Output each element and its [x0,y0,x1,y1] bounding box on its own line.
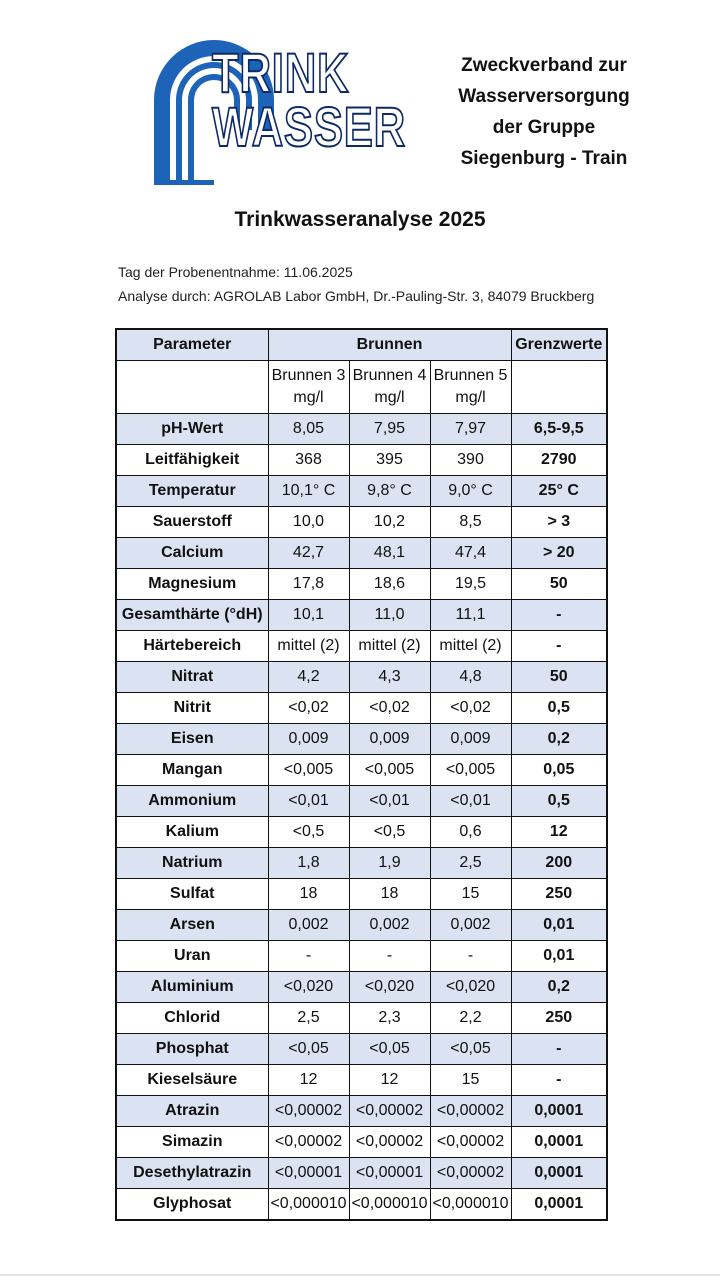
value-cell: <0,5 [268,817,349,848]
value-cell: <0,005 [349,755,430,786]
header-blank [116,361,268,414]
table-row [116,1034,607,1065]
parameter-cell: Magnesium [116,569,268,600]
limit-cell: 0,5 [511,693,607,724]
limit-cell: 25° C [511,476,607,507]
limit-cell: 0,01 [511,910,607,941]
value-cell: 4,3 [349,662,430,693]
limit-cell: > 20 [511,538,607,569]
parameter-cell: Atrazin [116,1096,268,1127]
value-cell: 10,1° C [268,476,349,507]
value-cell: <0,00002 [268,1096,349,1127]
value-cell: <0,005 [268,755,349,786]
value-cell: 395 [349,445,430,476]
limit-cell: 0,2 [511,972,607,1003]
well-header: Brunnen 4 mg/l [349,361,430,414]
value-cell: 10,2 [349,507,430,538]
parameter-cell: Kalium [116,817,268,848]
value-cell: mittel (2) [430,631,511,662]
value-cell: <0,00002 [430,1127,511,1158]
value-cell: <0,000010 [349,1189,430,1221]
table-row [116,600,607,631]
parameter-cell: pH-Wert [116,414,268,445]
value-cell: 2,2 [430,1003,511,1034]
table-row [116,414,607,445]
parameter-cell: Sulfat [116,879,268,910]
table-row [116,1003,607,1034]
parameter-cell: Eisen [116,724,268,755]
parameter-cell: Temperatur [116,476,268,507]
value-cell: 47,4 [430,538,511,569]
value-cell: <0,000010 [268,1189,349,1221]
value-cell: 0,002 [268,910,349,941]
limit-cell: 50 [511,569,607,600]
table-row [116,693,607,724]
value-cell: 1,8 [268,848,349,879]
limit-cell: 0,2 [511,724,607,755]
limit-cell: 0,0001 [511,1096,607,1127]
limit-cell: - [511,600,607,631]
table-row [116,879,607,910]
table-row [116,1127,607,1158]
value-cell: 48,1 [349,538,430,569]
limit-cell: 12 [511,817,607,848]
value-cell: - [430,941,511,972]
value-cell: <0,01 [349,786,430,817]
limit-cell: 0,0001 [511,1127,607,1158]
analysis-table [115,328,608,1221]
limit-cell: 6,5-9,5 [511,414,607,445]
limit-cell: - [511,1065,607,1096]
value-cell: 18,6 [349,569,430,600]
value-cell: <0,020 [430,972,511,1003]
value-cell: 368 [268,445,349,476]
parameter-cell: Sauerstoff [116,507,268,538]
value-cell: 8,05 [268,414,349,445]
limit-cell: 0,5 [511,786,607,817]
value-cell: 19,5 [430,569,511,600]
value-cell: <0,000010 [430,1189,511,1221]
value-cell: 18 [268,879,349,910]
parameter-cell: Ammonium [116,786,268,817]
value-cell: 18 [349,879,430,910]
value-cell: 8,5 [430,507,511,538]
value-cell: <0,005 [430,755,511,786]
limit-cell: 200 [511,848,607,879]
value-cell: 9,0° C [430,476,511,507]
value-cell: 15 [430,1065,511,1096]
limit-cell: 0,0001 [511,1158,607,1189]
value-cell: <0,05 [349,1034,430,1065]
value-cell: 11,0 [349,600,430,631]
table-row [116,445,607,476]
value-cell: <0,00001 [349,1158,430,1189]
limit-cell: 250 [511,879,607,910]
parameter-cell: Uran [116,941,268,972]
value-cell: 12 [268,1065,349,1096]
value-cell: 10,1 [268,600,349,631]
value-cell: <0,00002 [349,1096,430,1127]
value-cell: <0,00001 [268,1158,349,1189]
analysis-rows [116,414,607,1221]
limit-cell: 2790 [511,445,607,476]
parameter-cell: Arsen [116,910,268,941]
limit-cell: 250 [511,1003,607,1034]
value-cell: <0,00002 [349,1127,430,1158]
well-header: Brunnen 3 mg/l [268,361,349,414]
parameter-cell: Desethylatrazin [116,1158,268,1189]
value-cell: <0,00002 [430,1158,511,1189]
table-row [116,910,607,941]
parameter-cell: Nitrit [116,693,268,724]
table-row [116,786,607,817]
table-row [116,662,607,693]
value-cell: 0,002 [349,910,430,941]
value-cell: 15 [430,879,511,910]
parameter-cell: Nitrat [116,662,268,693]
value-cell: 7,97 [430,414,511,445]
value-cell: <0,02 [268,693,349,724]
value-cell: <0,02 [430,693,511,724]
analysis-lab: Analyse durch: AGROLAB Labor GmbH, Dr.-Pauling-Str. 3, 84079 Bruckberg [118,288,595,304]
parameter-cell: Leitfähigkeit [116,445,268,476]
value-cell: <0,00002 [430,1096,511,1127]
value-cell: 4,8 [430,662,511,693]
value-cell: 1,9 [349,848,430,879]
value-cell: 10,0 [268,507,349,538]
table-row [116,1065,607,1096]
table-row [116,972,607,1003]
well-header: Brunnen 5 mg/l [430,361,511,414]
value-cell: <0,01 [430,786,511,817]
parameter-cell: Glyphosat [116,1189,268,1221]
limit-cell: 0,0001 [511,1189,607,1221]
value-cell: 390 [430,445,511,476]
table-row [116,724,607,755]
sampling-date: Tag der Probenentnahme: 11.06.2025 [118,264,353,280]
bottom-divider [0,1274,720,1276]
table-row [116,817,607,848]
value-cell: 0,002 [430,910,511,941]
organization-name: Zweckverband zur Wasserversorgung der Gruppe Siegenburg - Train [458,55,630,169]
parameter-cell: Chlorid [116,1003,268,1034]
value-cell: 17,8 [268,569,349,600]
logo-wordmark: TRINK WASSER [212,41,406,158]
header-grenzwerte: Grenzwerte [511,329,607,361]
value-cell: 0,009 [430,724,511,755]
value-cell: 2,5 [430,848,511,879]
value-cell: <0,01 [268,786,349,817]
value-cell: mittel (2) [268,631,349,662]
table-row [116,941,607,972]
parameter-cell: Aluminium [116,972,268,1003]
limit-cell: - [511,1034,607,1065]
value-cell: 0,009 [268,724,349,755]
value-cell: 11,1 [430,600,511,631]
table-row [116,1096,607,1127]
value-cell: - [349,941,430,972]
value-cell: <0,020 [349,972,430,1003]
header-brunnen: Brunnen [268,329,511,361]
limit-cell: - [511,631,607,662]
value-cell: <0,02 [349,693,430,724]
parameter-cell: Härtebereich [116,631,268,662]
value-cell: 7,95 [349,414,430,445]
limit-cell: 0,05 [511,755,607,786]
table-row [116,755,607,786]
parameter-cell: Mangan [116,755,268,786]
parameter-cell: Phosphat [116,1034,268,1065]
value-cell: 0,009 [349,724,430,755]
value-cell: 0,6 [430,817,511,848]
value-cell: 2,3 [349,1003,430,1034]
document-header [0,0,720,200]
parameter-cell: Kieselsäure [116,1065,268,1096]
table-row [116,1158,607,1189]
table-row [116,507,607,538]
limit-cell: > 3 [511,507,607,538]
limit-cell: 0,01 [511,941,607,972]
header-blank [511,361,607,414]
value-cell: <0,020 [268,972,349,1003]
value-cell: 12 [349,1065,430,1096]
value-cell: 4,2 [268,662,349,693]
parameter-cell: Calcium [116,538,268,569]
value-cell: mittel (2) [349,631,430,662]
table-row [116,476,607,507]
table-row [116,538,607,569]
header-parameter: Parameter [116,329,268,361]
sampling-info [118,260,594,308]
value-cell: <0,5 [349,817,430,848]
table-row [116,848,607,879]
parameter-cell: Natrium [116,848,268,879]
parameter-cell: Simazin [116,1127,268,1158]
value-cell: <0,05 [268,1034,349,1065]
value-cell: 9,8° C [349,476,430,507]
value-cell: <0,05 [430,1034,511,1065]
value-cell: 2,5 [268,1003,349,1034]
table-row [116,631,607,662]
parameter-cell: Gesamthärte (°dH) [116,600,268,631]
value-cell: - [268,941,349,972]
table-row [116,569,607,600]
trinkwasser-logo [150,30,406,190]
limit-cell: 50 [511,662,607,693]
table-row [116,1189,607,1221]
value-cell: 42,7 [268,538,349,569]
document-title: Trinkwasseranalyse 2025 [234,208,486,231]
value-cell: <0,00002 [268,1127,349,1158]
